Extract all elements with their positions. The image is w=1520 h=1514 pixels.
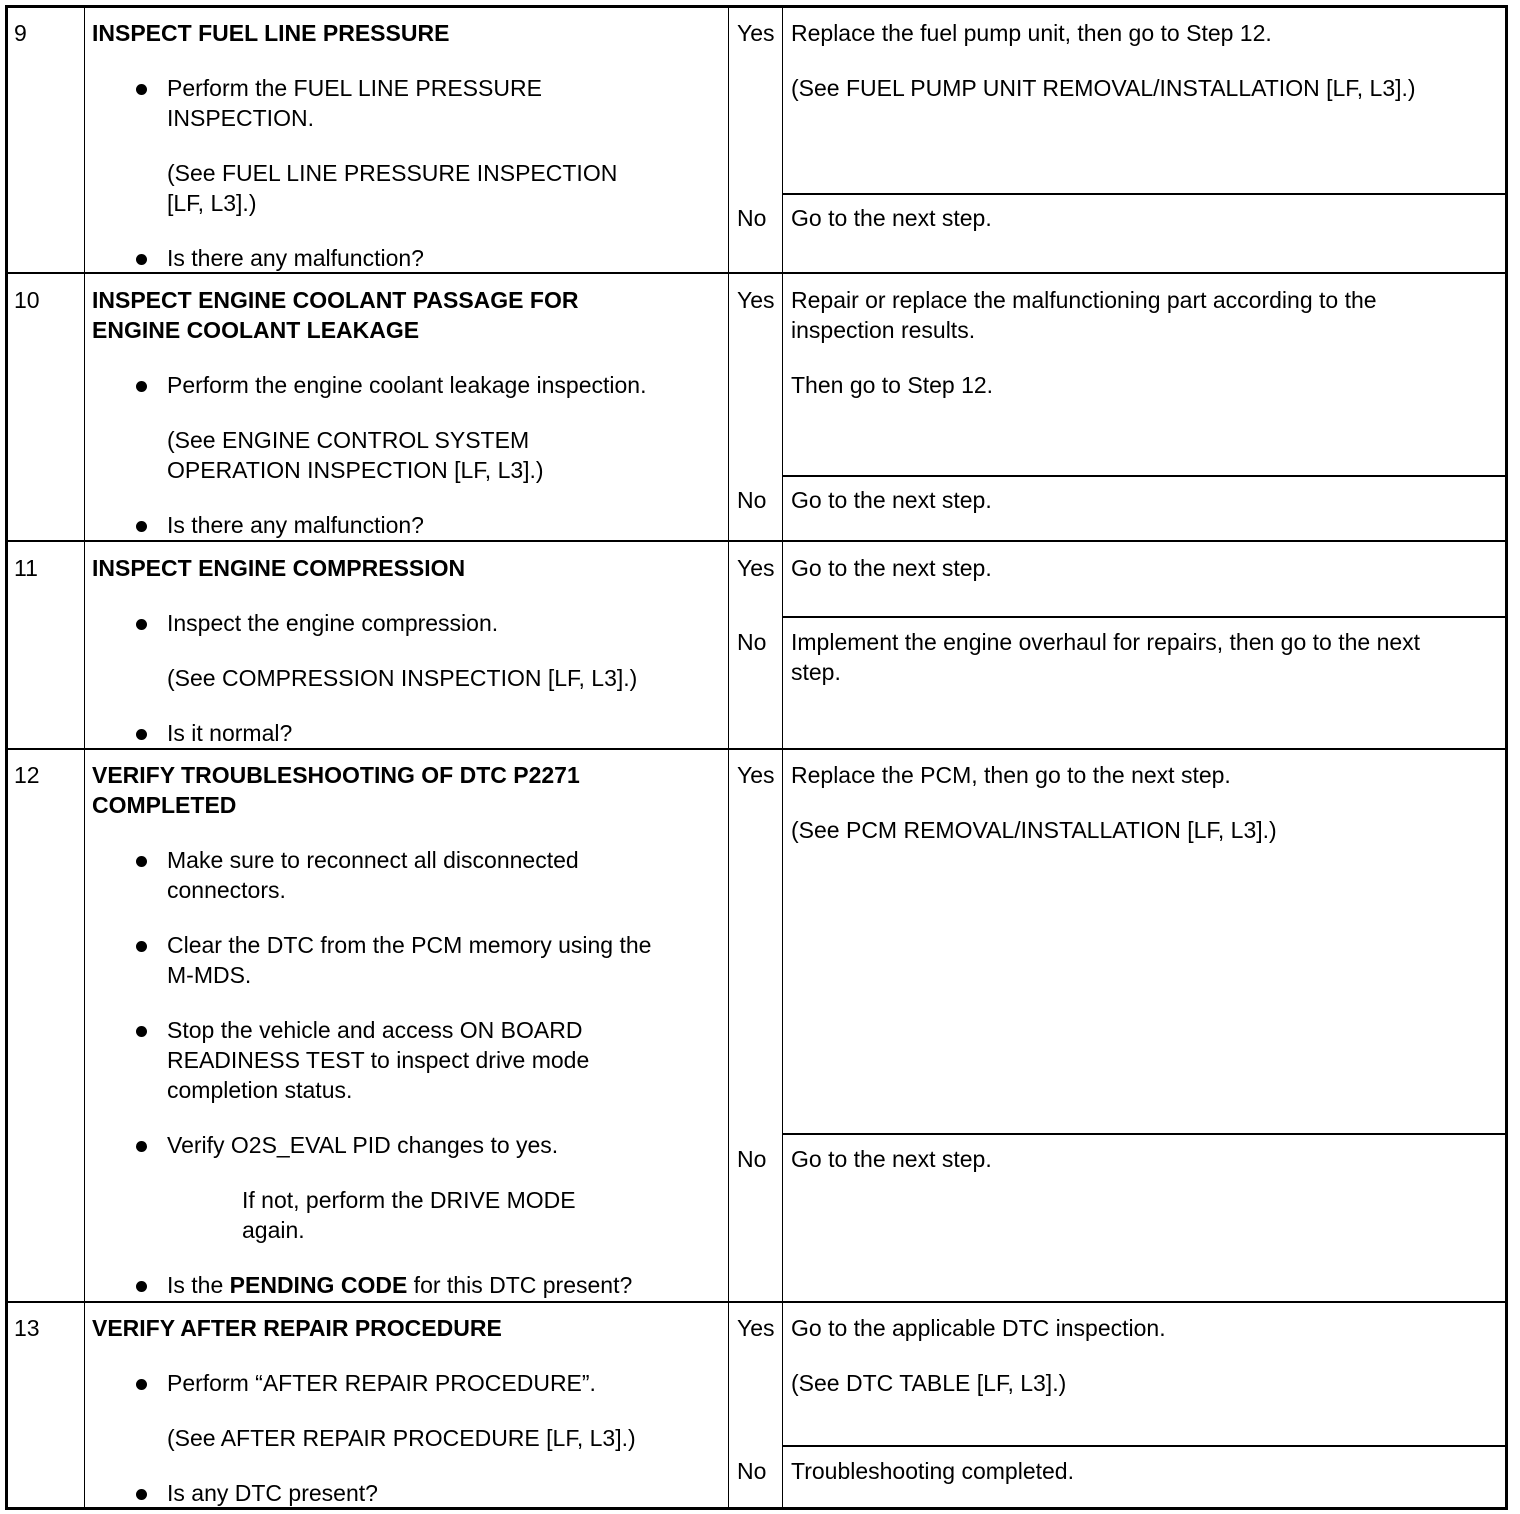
reference-text: (See COMPRESSION INSPECTION [LF, L3].) <box>167 665 638 691</box>
step-title: INSPECT ENGINE COOLANT PASSAGE FOR ENGINE COOLANT LEAKAGE <box>92 287 579 343</box>
step-title: INSPECT ENGINE COMPRESSION <box>92 555 466 581</box>
no-label: No <box>737 1146 767 1172</box>
bullet-item: Is there any malfunction? <box>92 510 724 540</box>
column-divider <box>728 8 729 1507</box>
step-number: 10 <box>14 287 40 313</box>
yes-label: Yes <box>737 287 775 313</box>
bullet-item: Clear the DTC from the PCM memory using the M-MDS. <box>92 930 724 990</box>
step-number: 13 <box>14 1315 40 1341</box>
no-action: Go to the next step. <box>791 205 992 231</box>
yes-action: Go to the next step. <box>791 555 992 581</box>
step-title: VERIFY TROUBLESHOOTING OF DTC P2271 COMPLETED <box>92 762 580 818</box>
step-description <box>92 1305 724 1508</box>
step-description <box>92 752 724 1300</box>
bullet-icon <box>136 729 147 740</box>
step-description <box>92 10 724 273</box>
column-divider <box>84 8 85 1507</box>
bullet-item: Verify O2S_EVAL PID changes to yes. <box>92 1130 724 1160</box>
no-action: Go to the next step. <box>791 1146 992 1172</box>
row-divider <box>8 540 1505 542</box>
bullet-item: Is any DTC present? <box>92 1478 724 1508</box>
row-divider <box>8 1301 1505 1303</box>
no-label: No <box>737 487 767 513</box>
yes-label: Yes <box>737 762 775 788</box>
yes-label: Yes <box>737 555 775 581</box>
bullet-icon <box>136 1379 147 1390</box>
bullet-icon <box>136 381 147 392</box>
bullet-item: Is there any malfunction? <box>92 243 724 273</box>
yes-action: Replace the PCM, then go to the next step. (See PCM REMOVAL/INSTALLATION [LF, L3].) <box>791 762 1277 843</box>
yes-label: Yes <box>737 1315 775 1341</box>
bullet-item: Perform the FUEL LINE PRESSURE INSPECTION. <box>92 73 724 133</box>
bullet-icon <box>136 1281 147 1292</box>
yes-no-divider <box>782 1133 1505 1135</box>
reference-text: (See AFTER REPAIR PROCEDURE [LF, L3].) <box>167 1425 636 1451</box>
bullet-item: Inspect the engine compression. <box>92 608 724 638</box>
no-action: Troubleshooting completed. <box>791 1458 1074 1484</box>
step-number: 11 <box>14 555 38 581</box>
bullet-item: Perform the engine coolant leakage inspection. <box>92 370 724 400</box>
bullet-icon <box>136 1489 147 1500</box>
bullet-icon <box>136 84 147 95</box>
no-label: No <box>737 629 767 655</box>
no-label: No <box>737 1458 767 1484</box>
step-description <box>92 277 724 540</box>
bullet-item: Perform “AFTER REPAIR PROCEDURE”. <box>92 1368 724 1398</box>
reference-text: (See FUEL LINE PRESSURE INSPECTION [LF, L3].) <box>167 160 618 216</box>
bullet-icon <box>136 1026 147 1037</box>
bullet-icon <box>136 1141 147 1152</box>
no-action: Implement the engine overhaul for repairs, then go to the next step. <box>791 629 1421 685</box>
no-label: No <box>737 205 767 231</box>
sub-bullet-item: If not, perform the DRIVE MODE again. <box>242 1187 576 1243</box>
step-title: VERIFY AFTER REPAIR PROCEDURE <box>92 1315 502 1341</box>
step-number: 12 <box>14 762 40 788</box>
troubleshooting-table <box>5 5 1508 1510</box>
yes-action: Repair or replace the malfunctioning part according to the inspection results. Then go to Step 12. <box>791 287 1377 398</box>
step-number: 9 <box>14 20 27 46</box>
yes-no-divider <box>782 616 1505 618</box>
bullet-item: Is the PENDING CODE for this DTC present? <box>92 1270 724 1300</box>
step-description <box>92 545 724 748</box>
reference-text: (See ENGINE CONTROL SYSTEM OPERATION INSPECTION [LF, L3].) <box>167 427 544 483</box>
yes-action: Replace the fuel pump unit, then go to Step 12. (See FUEL PUMP UNIT REMOVAL/INSTALLATION [LF, L3].) <box>791 20 1416 101</box>
bullet-item: Is it normal? <box>92 718 724 748</box>
bullet-icon <box>136 521 147 532</box>
bullet-icon <box>136 619 147 630</box>
step-title: INSPECT FUEL LINE PRESSURE <box>92 20 450 46</box>
bullet-item: Make sure to reconnect all disconnected connectors. <box>92 845 724 905</box>
row-divider <box>8 748 1505 750</box>
no-action: Go to the next step. <box>791 487 992 513</box>
yes-label: Yes <box>737 20 775 46</box>
bullet-icon <box>136 254 147 265</box>
bullet-item: Stop the vehicle and access ON BOARD READINESS TEST to inspect drive mode completion status. <box>92 1015 724 1105</box>
yes-no-divider <box>782 1445 1505 1447</box>
bullet-icon <box>136 856 147 867</box>
yes-action: Go to the applicable DTC inspection. (See DTC TABLE [LF, L3].) <box>791 1315 1166 1396</box>
bullet-icon <box>136 941 147 952</box>
